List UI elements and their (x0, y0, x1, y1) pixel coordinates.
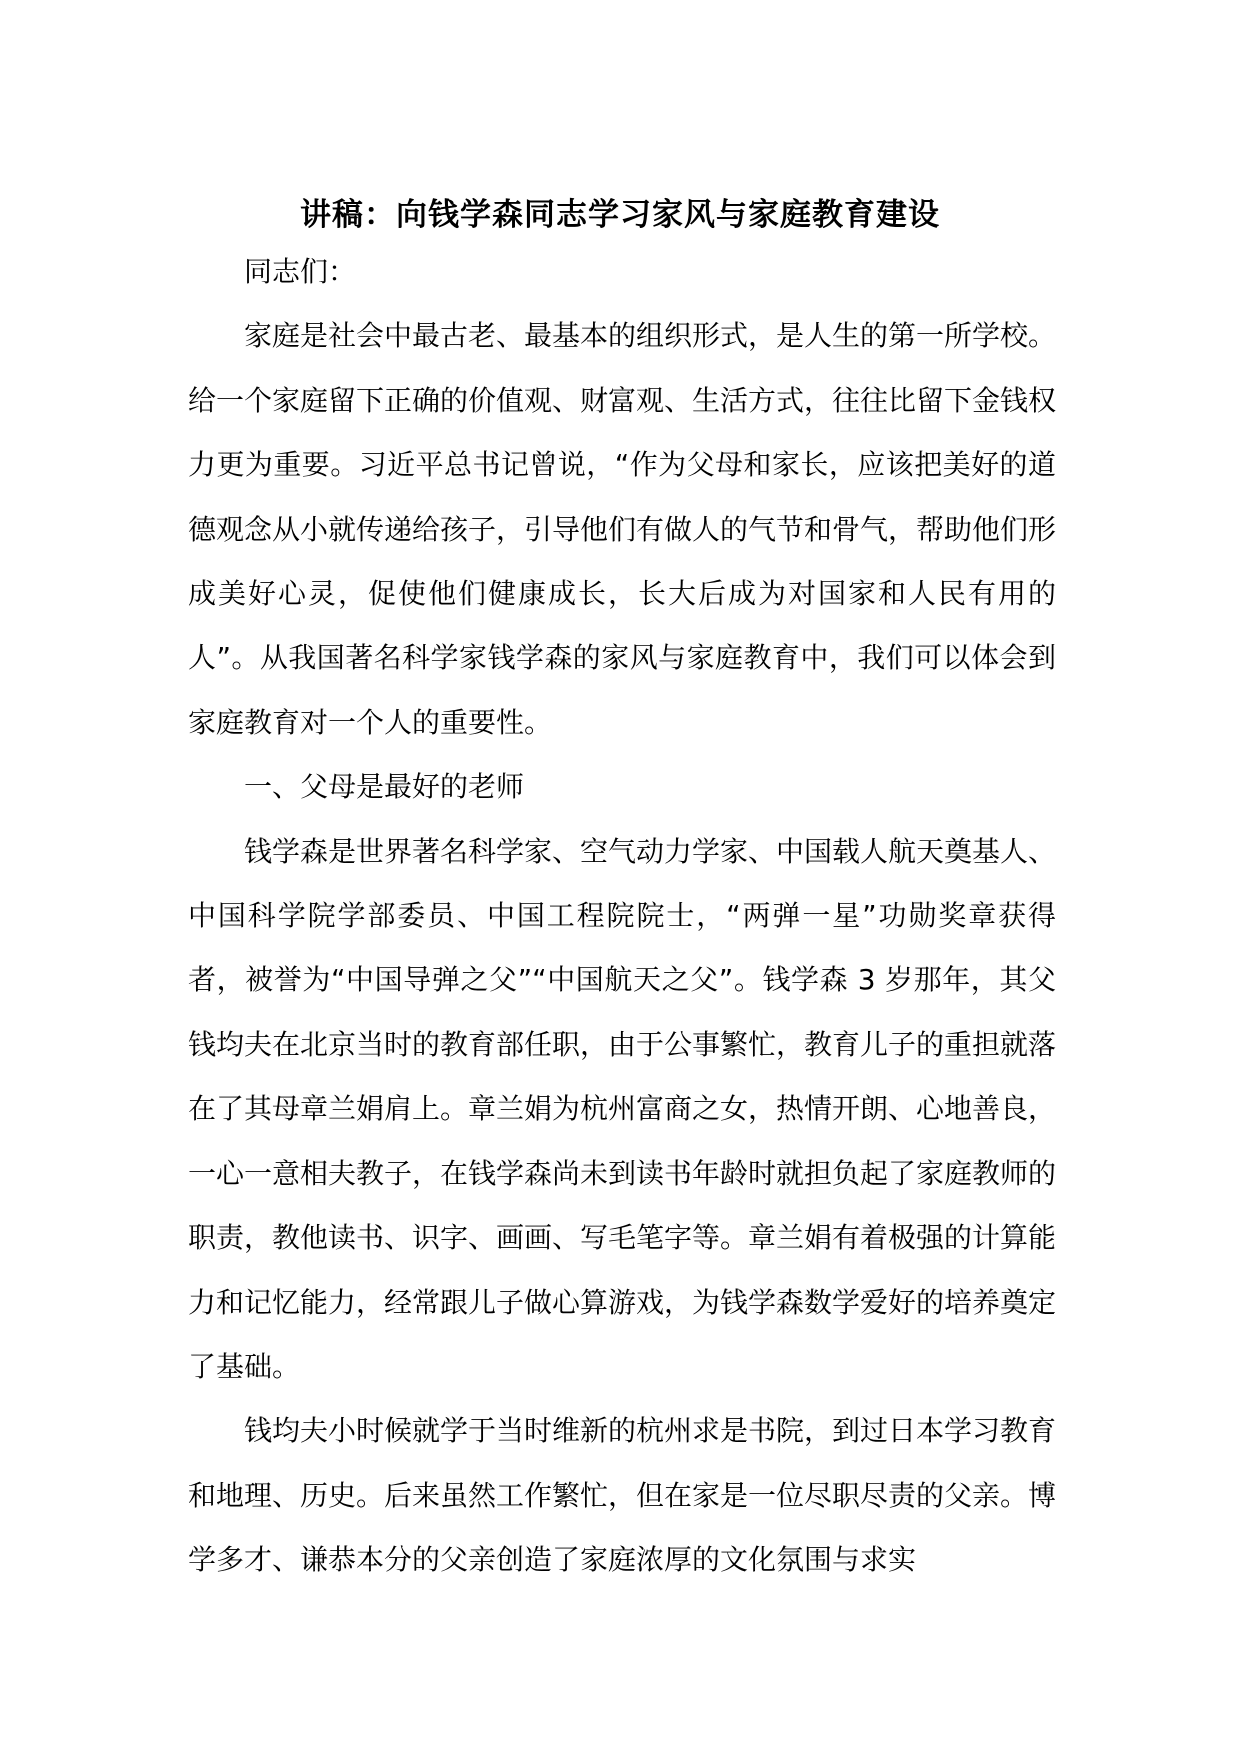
paragraph-intro: 家庭是社会中最古老、最基本的组织形式，是人生的第一所学校。给一个家庭留下正确的价值观、财富观、生活方式，往往比留下金钱权力更为重要。习近平总书记曾说，“作为父母和家长，应该把美好的道德观念从小就传递给孩子，引导他们有做人的气节和骨气，帮助他们形成美好心灵，促使他们健康成长，长大后成为对国家和人民有用的人”。从我国著名科学家钱学森的家风与家庭教育中，我们可以体会到家庭教育对一个人的重要性。 (188, 319, 1057, 739)
paragraph-mother: 钱学森是世界著名科学家、空气动力学家、中国载人航天奠基人、中国科学院学部委员、中国工程院院士，“两弹一星”功勋奖章获得者，被誉为“中国导弹之父”“中国航天之父”。钱学森 3 岁那年，其父钱均夫在北京当时的教育部任职，由于公事繁忙，教育儿子的重担就落在了其母章兰娟肩上。章兰娟为杭州富商之女，热情开朗、心地善良，一心一意相夫教子，在钱学森尚未到读书年龄时就担负起了家庭教师的职责，教他读书、识字、画画、写毛笔字等。章兰娟有着极强的计算能力和记忆能力，经常跟儿子做心算游戏，为钱学森数学爱好的培养奠定了基础。 (188, 834, 1057, 1383)
salutation: 同志们： (244, 255, 357, 288)
paragraph-father: 钱均夫小时候就学于当时维新的杭州求是书院，到过日本学习教育和地理、历史。后来虽然工作繁忙，但在家是一位尽职尽责的父亲。博学多才、谦恭本分的父亲创造了家庭浓厚的文化氛围与求实 (188, 1414, 1057, 1577)
document-title: 讲稿：向钱学森同志学习家风与家庭教育建设 (300, 196, 940, 233)
document-body (188, 240, 1056, 1593)
section-heading-1: 一、父母是最好的老师 (244, 770, 525, 804)
